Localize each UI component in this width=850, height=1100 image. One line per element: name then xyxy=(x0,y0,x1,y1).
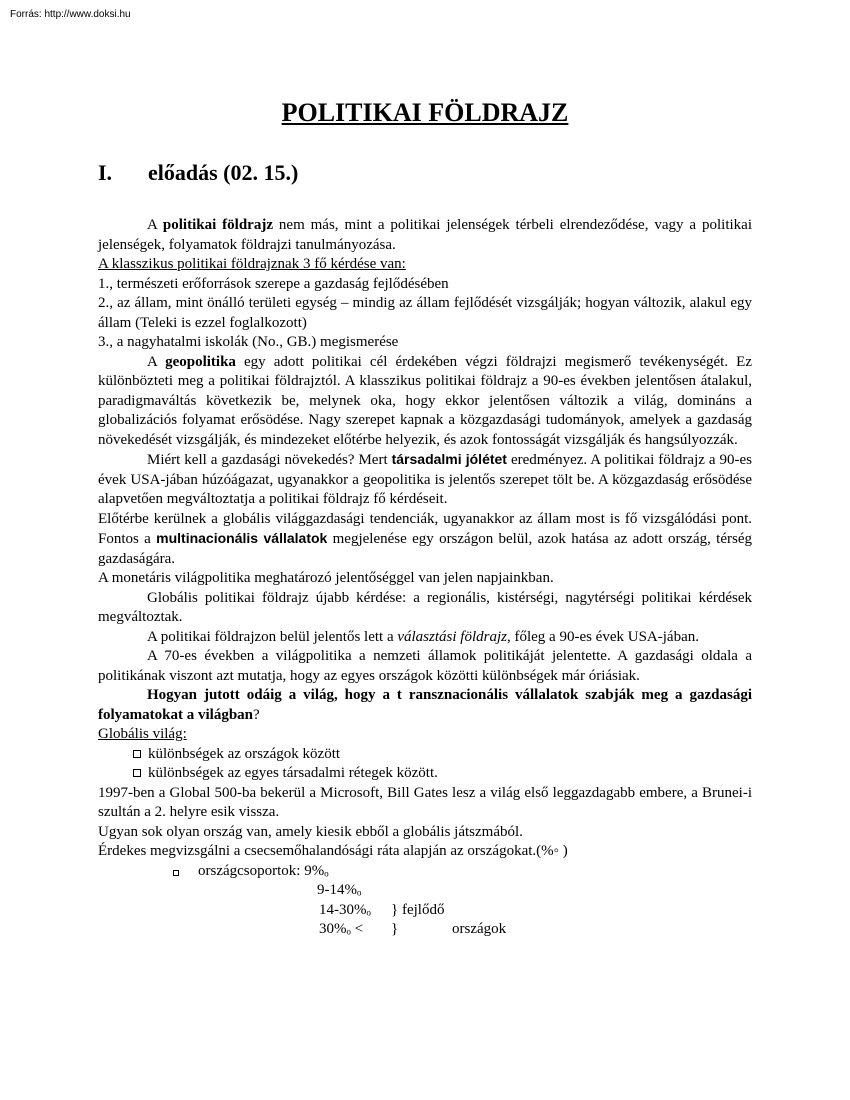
country-group-row: 9-14%ₒ xyxy=(317,882,362,898)
lecture-heading xyxy=(98,160,298,186)
paragraph-electoral: A politikai földrajzon belül jelentős lett a választási földrajz, főleg a 90-es évek USA-jában. xyxy=(147,628,699,645)
paragraph-geopolitics: A geopolitika egy adott politikai cél érdekében végzi földrajzi megismerő tevékenységét. Ez különbözteti meg a politikai földrajztól. A klasszikus politikai földrajz a 90-es években jelentősen átalakul, paradigmaváltás következik be, melynek oka, hogy ekkor jelentősen változik a világ, domináns a globalizációs folyamat erősödése. Nagy szerepet kapnak a közgazdasági tudományok, amelyek a gazdaság növekedését vizsgálják, és mindezeket előtérbe helyezik, és azok fontosságát vizsgálják és hangsúlyozzák. xyxy=(98,353,752,448)
checkbox-bullet-icon xyxy=(133,769,141,777)
paragraph-microsoft: 1997-ben a Global 500-ba bekerül a Microsoft, Bill Gates lesz a világ első leggazdagabb embere, a Brunei-i szultán a 2. helyre esik vissza. xyxy=(98,784,752,820)
question-1: 1., természeti erőforrások szerepe a gazdaság fejlődésében xyxy=(98,275,449,292)
global-world-heading: Globális világ: xyxy=(98,726,187,742)
source-line: Forrás: http://www.doksi.hu xyxy=(10,9,131,20)
country-groups-line: országcsoportok: 9%ₒ xyxy=(98,862,752,882)
paragraph-question: Hogyan jutott odáig a világ, hogy a t ransznacionális vállalatok szabják meg a gazdasági folyamatokat a világban? xyxy=(98,687,752,723)
question-3: 3., a nagyhatalmi iskolák (No., GB.) megismerése xyxy=(98,334,399,350)
lecture-number: I. xyxy=(98,160,113,185)
paragraph-global-tendencies: Előtérbe kerülnek a globális világgazdasági tendenciák, ugyanakkor az állam most is fő vizsgálódási pont. Fontos a multinacionális vállalatok megjelenése egy országon belül, azok hatása az adott ország, térség gazdaságára. xyxy=(98,510,752,567)
checkbox-bullet-icon xyxy=(133,750,141,758)
paragraph-seventies: A 70-es években a világpolitika a nemzeti államok politikáját jelentette. A gazdasági oldala a politikának viszont azt mutatja, hogy az egyes országok közötti különbségek már óriásiak. xyxy=(98,648,752,684)
question-2: 2., az állam, mint önálló területi egység – mindig az állam fejlődését vizsgálják; hogyan változik, alakul egy állam (Teleki is ezzel foglalkozott) xyxy=(98,295,752,331)
classic-questions-heading: A klasszikus politikai földrajznak 3 fő kérdése van: xyxy=(98,256,406,272)
list-item: különbségek az egyes társadalmi rétegek között. xyxy=(98,764,752,784)
checkbox-bullet-icon xyxy=(173,870,179,876)
document-title: POLITIKAI FÖLDRAJZ xyxy=(281,98,569,127)
lecture-text: előadás (02. 15.) xyxy=(148,160,299,185)
list-item: különbségek az országok között xyxy=(98,745,752,765)
country-group-row: 14-30%ₒ } fejlődő xyxy=(319,901,445,918)
paragraph-infant-mortality: Érdekes megvizsgálni a csecsemőhalandósági ráta alapján az országokat.(%◦ ) xyxy=(98,843,568,859)
paragraph-regional: Globális politikai földrajz újabb kérdése: a regionális, kistérségi, nagytérségi politikai kérdések megváltoztak. xyxy=(98,589,752,625)
document-body xyxy=(98,216,752,940)
country-group-row: 30%ₒ < } országok xyxy=(319,921,507,937)
paragraph-excluded-countries: Ugyan sok olyan ország van, amely kiesik ebből a globális játszmából. xyxy=(98,823,523,840)
paragraph-political-geography: A politikai földrajz nem más, mint a politikai jelenségek térbeli elrendeződése, vagy a politikai jelenségek, folyamatok földrajzi tanulmányozása. xyxy=(98,217,752,253)
paragraph-growth: Miért kell a gazdasági növekedés? Mert társadalmi jólétet eredményez. A politikai földrajz a 90-es évek USA-jában húzóágazat, ugyanakkor a geopolitika is jelentős szerepet tölt be. A közgazdaság erősödése alapvetően megváltoztatja a politikai földrajz fő kérdéseit. xyxy=(98,451,752,507)
paragraph-monetary: A monetáris világpolitika meghatározó jelentőséggel van jelen napjainkban. xyxy=(98,570,554,586)
